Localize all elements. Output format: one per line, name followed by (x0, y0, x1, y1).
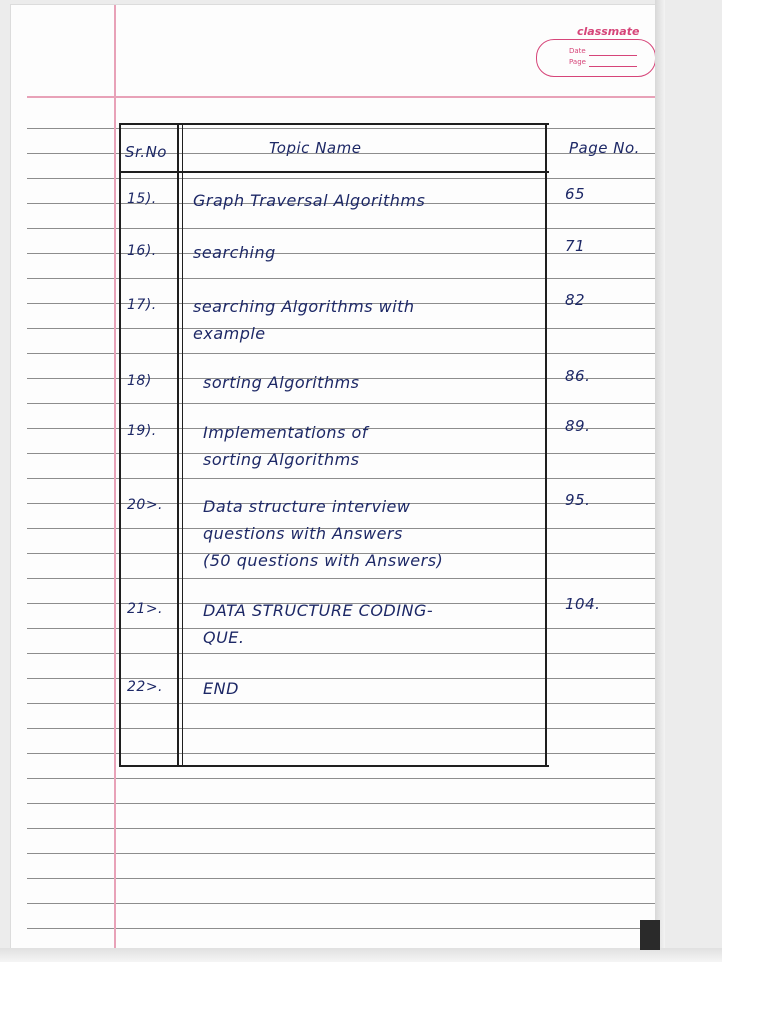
ruled-line (27, 928, 662, 929)
row-page-number: 86. (565, 367, 591, 385)
ruled-line (27, 778, 662, 779)
classmate-logo (531, 25, 661, 85)
logo-page-line (589, 66, 637, 67)
row-topic-line: Graph Traversal Algorithms (193, 191, 426, 210)
table-left-border (119, 123, 121, 767)
table-top-border (119, 123, 549, 125)
row-topic-line: searching Algorithms with (193, 297, 415, 316)
row-sr-number: 20>. (127, 497, 163, 513)
row-page-number: 71 (565, 237, 586, 255)
left-margin-line (114, 5, 116, 957)
row-sr-number: 16). (127, 243, 157, 259)
logo-date-line (589, 55, 637, 56)
index-table (119, 123, 640, 767)
row-page-number: 65 (565, 185, 586, 203)
logo-date-label: Date (569, 47, 586, 55)
row-sr-number: 15). (127, 191, 157, 207)
row-page-number: 95. (565, 491, 591, 509)
page-bottom-edge (0, 948, 722, 962)
table-column-divider-2 (545, 123, 547, 767)
row-topic-line: QUE. (203, 628, 245, 647)
ruled-line (27, 903, 662, 904)
table-column-divider-1b (182, 123, 183, 767)
row-topic-line: sorting Algorithms (203, 450, 360, 469)
notebook-paper (10, 4, 662, 958)
header-page-no: Page No. (569, 139, 640, 157)
row-sr-number: 22>. (127, 679, 163, 695)
row-topic-line: Implementations of (203, 423, 368, 442)
row-topic-line: (50 questions with Answers) (203, 551, 444, 570)
row-topic-line: sorting Algorithms (203, 373, 360, 392)
table-header-divider (119, 171, 549, 173)
ruled-line (27, 828, 662, 829)
row-page-number: 82 (565, 291, 586, 309)
table-column-divider-1 (177, 123, 179, 767)
row-topic-line: searching (193, 243, 276, 262)
row-sr-number: 18) (127, 373, 152, 389)
logo-scroll-icon (536, 39, 656, 77)
row-topic-line: example (193, 324, 266, 343)
row-page-number: 89. (565, 417, 591, 435)
ruled-line (27, 803, 662, 804)
row-topic-line: questions with Answers (203, 524, 403, 543)
row-page-number: 104. (565, 595, 601, 613)
ruled-line (27, 878, 662, 879)
row-sr-number: 17). (127, 297, 157, 313)
row-topic-line: END (203, 679, 239, 698)
row-sr-number: 21>. (127, 601, 163, 617)
header-sr-no: Sr.No (125, 143, 167, 161)
logo-page-label: Page (569, 58, 586, 66)
table-bottom-border (119, 765, 549, 767)
ruled-line (27, 853, 662, 854)
header-topic-name: Topic Name (269, 139, 362, 157)
row-topic-line: Data structure interview (203, 497, 411, 516)
header-margin-line (27, 96, 662, 98)
page-edge-shadow (655, 0, 665, 962)
row-sr-number: 19). (127, 423, 157, 439)
scan-dark-corner (640, 920, 660, 950)
row-topic-line: DATA STRUCTURE CODING- (203, 601, 434, 620)
logo-brand: classmate (577, 25, 640, 38)
